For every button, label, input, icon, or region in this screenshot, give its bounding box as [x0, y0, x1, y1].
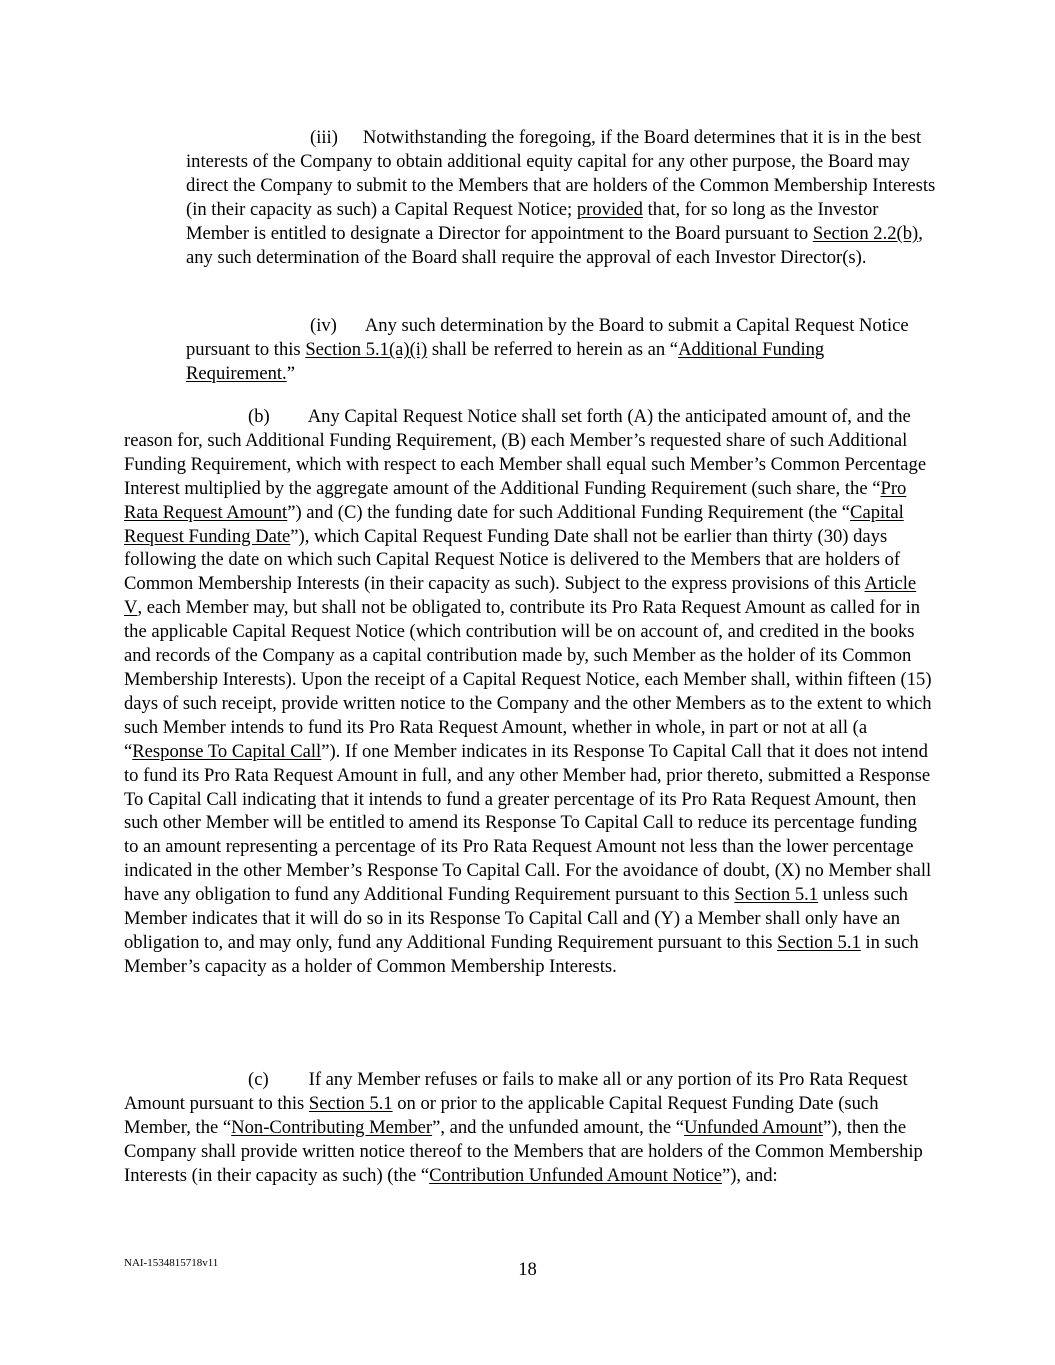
defined-term: Additional Funding Requirement. [186, 338, 825, 384]
defined-term-link: provided [576, 198, 643, 220]
defined-term: Response To Capital Call [132, 740, 322, 762]
paragraph-number: (iii) [310, 127, 338, 148]
section-reference: Section 5.1 [734, 884, 819, 906]
section-reference: Section 5.1(a)(i) [305, 338, 428, 360]
page-number: 18 [518, 1259, 537, 1280]
defined-term: Unfunded Amount [684, 1116, 823, 1138]
section-reference: Section 5.1 [308, 1092, 393, 1114]
paragraph-number: (b) [248, 406, 270, 427]
paragraph-number: (c) [248, 1069, 269, 1090]
article-reference: Article V [124, 573, 917, 619]
defined-term: Pro Rata Request Amount [124, 477, 907, 523]
paragraph-c: (c) If any Member refuses or fails to make all or any portion of its Pro Rata Request Amount pursuant to this Section 5.1 on or prior to the applicable Capital Request Funding Date (such Member, the “Non-Contributing Member”, and the unfunded amount, the “Unfunded Amount”), then the Company shall provide written notice thereof to the Members that are holders of the Common Membership Interests (in their capacity as such) (the “Contribution Unfunded Amount Notice”), and: [124, 1069, 923, 1186]
defined-term: Capital Request Funding Date [124, 501, 904, 547]
document-id: NAI-1534815718v11 [124, 1257, 219, 1269]
paragraph-number: (iv) [310, 315, 337, 336]
paragraph-a-iv: (iv) Any such determination by the Board to submit a Capital Request Notice pursuant to this Section 5.1(a)(i) shall be referred to herein as an “Additional Funding Requirement.” [186, 315, 909, 384]
section-reference: Section 5.1 [777, 931, 861, 953]
defined-term: Non-Contributing Member [231, 1116, 433, 1138]
defined-term: Contribution Unfunded Amount Notice [429, 1164, 722, 1186]
paragraph-a-iii: (iii) Notwithstanding the foregoing, if the Board determines that it is in the best interests of the Company to obtain additional equity capital for any other purpose, the Board may direct the Company to submit to the Members that are holders of the Common Membership Interests (in their capacity as such) a Capital Request Notice; provided that, for so long as the Investor Member is entitled to designate a Director for appointment to the Board pursuant to Section 2.2(b), any such determination of the Board shall require the approval of each Investor Director(s). [186, 127, 936, 268]
paragraph-b: (b) Any Capital Request Notice shall set forth (A) the anticipated amount of, and the reason for, such Additional Funding Requirement, (B) each Member’s requested share of such Additional Funding Requirement, which with respect to each Member shall equal such Member’s Common Percentage Interest multiplied by the aggregate amount of the Additional Funding Requirement (such share, the “Pro Rata Request Amount”) and (C) the funding date for such Additional Funding Requirement (the “Capital Request Funding Date”), which Capital Request Funding Date shall not be earlier than thirty (30) days following the date on which such Capital Request Notice is delivered to the Members that are holders of Common Membership Interests (in their capacity as such). Subject to the express provisions of this Article V, each Member may, but shall not be obligated to, contribute its Pro Rata Request Amount as called for in the applicable Capital Request Notice (which contribution will be on account of, and credited in the books and records of the Company as a capital contribution made by, such Member as the holder of its Common Membership Interests). Upon the receipt of a Capital Request Notice, each Member shall, within fifteen (15) days of such receipt, provide written notice to the Company and the other Members as to the extent to which such Member intends to fund its Pro Rata Request Amount, whether in whole, in part or not at all (a “Response To Capital Call”). If one Member indicates in its Response To Capital Call that it does not intend to fund its Pro Rata Request Amount in full, and any other Member had, prior thereto, submitted a Response To Capital Call indicating that it intends to fund a greater percentage of its Pro Rata Request Amount, then such other Member will be entitled to amend its Response To Capital Call to reduce its percentage funding to an amount representing a percentage of its Pro Rata Request Amount not less than the lower percentage indicated in the other Member’s Response To Capital Call. For the avoidance of doubt, (X) no Member shall have any obligation to fund any Additional Funding Requirement pursuant to this Section 5.1 unless such Member indicates that it will do so in its Response To Capital Call and (Y) a Member shall only have an obligation to, and may only, fund any Additional Funding Requirement pursuant to this Section 5.1 in such Member’s capacity as a holder of Common Membership Interests. [124, 406, 932, 977]
section-reference: Section 2.2(b) [812, 222, 919, 244]
